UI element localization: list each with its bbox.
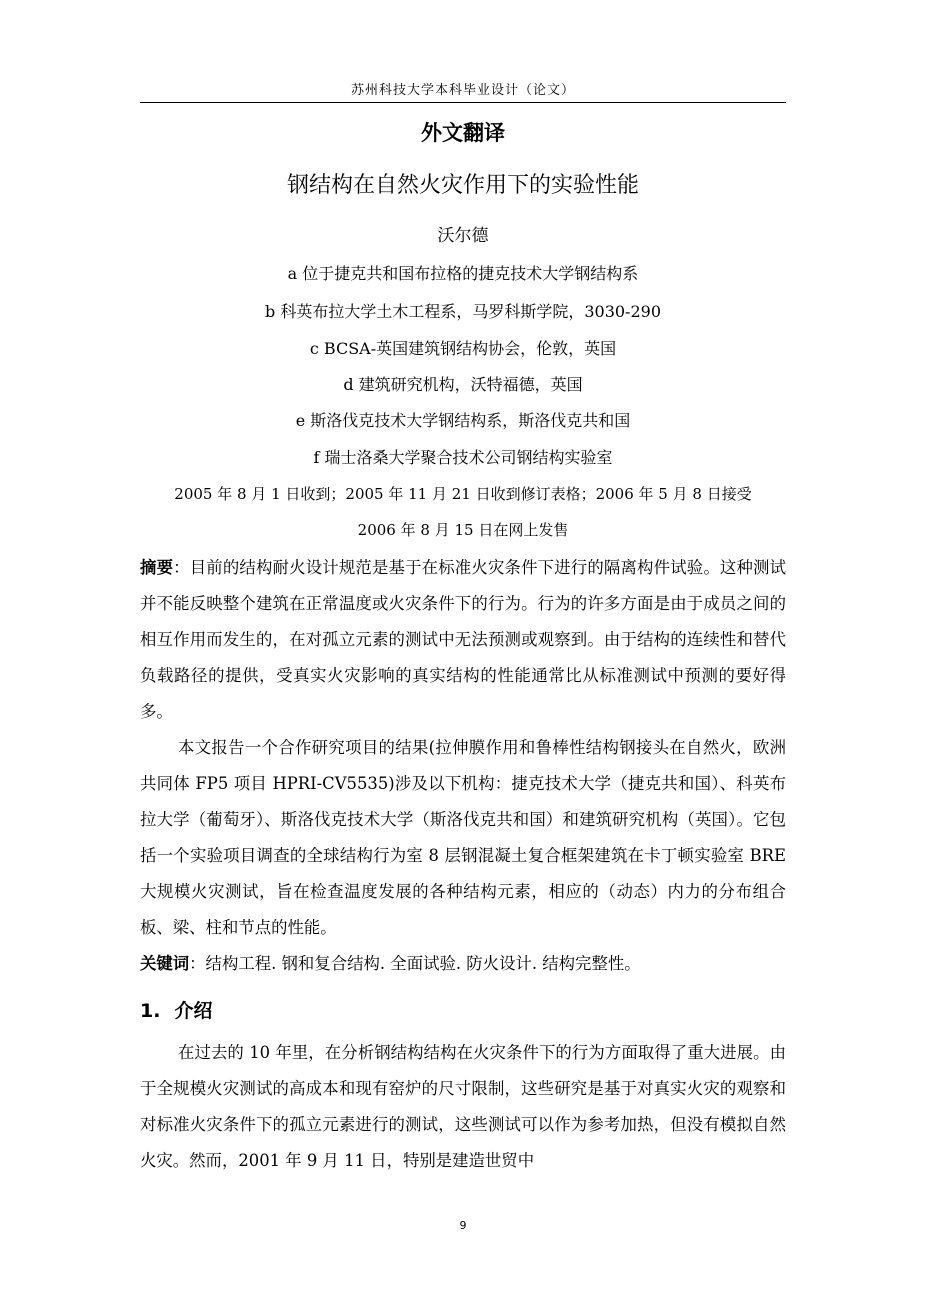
page-number: 9 xyxy=(459,1219,467,1232)
affiliation-a: a 位于捷克共和国布拉格的捷克技术大学钢结构系 xyxy=(287,264,639,283)
section-number: 1. xyxy=(140,1000,161,1022)
section-title: 介绍 xyxy=(174,1000,213,1022)
header-rule xyxy=(140,102,786,103)
affiliation-f: f 瑞士洛桑大学聚合技术公司钢结构实验室 xyxy=(313,448,613,467)
introduction-paragraph: 在过去的 10 年里，在分析钢结构结构在火灾条件下的行为方面取得了重大进展。由于全规模火灾测试的高成本和现有窑炉的尺寸限制，这些研究是基于对真实火灾的观察和对标准火灾条件下的孤立元素进行的测试，这些测试可以作为参考加热，但没有模拟自然火灾。然而，2001 年 9 月 11 日，特别是建造世贸中 xyxy=(140,1043,786,1170)
affiliation-d: d 建筑研究机构，沃特福德，英国 xyxy=(343,375,583,394)
section-heading-introduction xyxy=(140,996,786,1026)
introduction-block xyxy=(140,1035,786,1179)
abstract-block xyxy=(140,550,786,982)
abstract-paragraph-2: 本文报告一个合作研究项目的结果(拉伸膜作用和鲁棒性结构钢接头在自然火，欧洲共同体 FP5 项目 HPRI-CV5535)涉及以下机构：捷克技术大学（捷克共和国）、科英布拉大学（葡萄牙）、斯洛伐克技术大学（斯洛伐克共和国）和建筑研究机构（英国）。它包括一个实验项目调查的全球结构行为室 8 层钢混凝土复合框架建筑在卡丁顿实验室 BRE 大规模火灾测试，旨在检查温度发展的各种结构元素，相应的（动态）内力的分布组合板、梁、柱和节点的性能。 xyxy=(140,738,786,937)
abstract-text: ：目前的结构耐火设计规范是基于在标准火灾条件下进行的隔离构件试验。这种测试并不能反映整个建筑在正常温度或火灾条件下的行为。行为的许多方面是由于成员之间的相互作用而发生的，在对孤立元素的测试中无法预测或观察到。由于结构的连续性和替代负载路径的提供，受真实火灾影响的真实结构的性能通常比从标准测试中预测的要好得多。 xyxy=(140,558,787,721)
running-header: 苏州科技大学本科毕业设计（论文） xyxy=(350,83,575,98)
online-date: 2006 年 8 月 15 日在网上发售 xyxy=(357,521,569,539)
affiliation-b: b 科英布拉大学土木工程系，马罗科斯学院，3030-290 xyxy=(265,302,661,321)
keywords-label: 关键词 xyxy=(140,954,190,973)
paper-title: 钢结构在自然火灾作用下的实验性能 xyxy=(286,173,639,198)
abstract-paragraph xyxy=(140,550,786,730)
abstract-label: 摘要 xyxy=(140,558,174,577)
keywords-paragraph xyxy=(140,946,786,982)
affiliation-c: c BCSA-英国建筑钢结构协会，伦敦，英国 xyxy=(309,339,617,358)
affiliation-e: e 斯洛伐克技术大学钢结构系，斯洛伐克共和国 xyxy=(295,411,631,430)
author-name: 沃尔德 xyxy=(437,226,489,246)
section-label: 外文翻译 xyxy=(421,121,505,145)
received-dates: 2005 年 8 月 1 日收到；2005 年 11 月 21 日收到修订表格；2006 年 5 月 8 日接受 xyxy=(174,485,752,503)
keywords-text: ：结构工程. 钢和复合结构. 全面试验. 防火设计. 结构完整性。 xyxy=(189,954,641,973)
